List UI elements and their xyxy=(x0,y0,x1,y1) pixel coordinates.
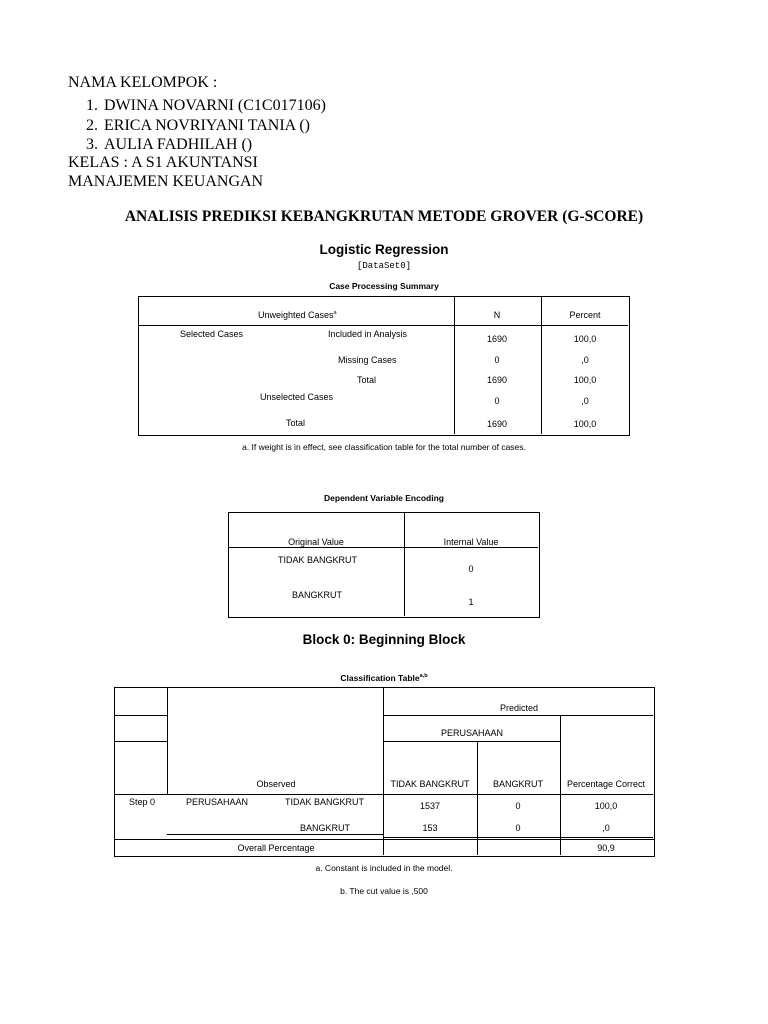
row1-percent-value: 100,0 xyxy=(594,801,618,811)
overall-percentage-value: 90,9 xyxy=(597,843,615,853)
included-label: Included in Analysis xyxy=(328,329,408,339)
percent-header: Percent xyxy=(569,310,601,320)
row2-tidak-value: 153 xyxy=(422,823,438,833)
unweighted-cases-header: Unweighted Cases$^a$ xyxy=(258,310,337,320)
main-title: ANALISIS PREDIKSI KEBANGKRUTAN METODE GROVER (G-SCORE) xyxy=(124,208,644,225)
classification-table xyxy=(114,687,655,857)
missing-n: 0 xyxy=(494,355,500,365)
row1-bangkrut-value: 0 xyxy=(515,801,521,811)
row2-percent-value: ,0 xyxy=(602,823,610,833)
observed-header: Observed xyxy=(256,779,296,789)
row1-tidak-value: 1537 xyxy=(419,801,441,811)
member-name: DWINA NOVARNI (C1C017106) xyxy=(104,97,326,114)
row2-label: BANGKRUT xyxy=(300,823,351,833)
original-value-header: Original Value xyxy=(288,537,344,547)
encoding-row1-label: TIDAK BANGKRUT xyxy=(278,555,358,565)
encoding-row2-value: 1 xyxy=(468,597,474,607)
internal-value-header: Internal Value xyxy=(443,537,499,547)
bangkrut-header: BANGKRUT xyxy=(492,779,544,789)
grand-total-n: 1690 xyxy=(486,419,508,429)
case-processing-footnote: a. If weight is in effect, see classification table for the total number of cases. xyxy=(242,442,526,452)
class-line: KELAS : A S1 AKUNTANSI xyxy=(68,154,258,171)
overall-percentage-label: Overall Percentage xyxy=(237,843,315,853)
percentage-correct-header: Percentage Correct xyxy=(566,779,646,789)
member-number: 1. xyxy=(86,97,98,114)
group-label: NAMA KELOMPOK : xyxy=(68,74,218,91)
perusahaan-header: PERUSAHAAN xyxy=(440,728,504,738)
included-n: 1690 xyxy=(486,334,508,344)
selected-cases-label: Selected Cases xyxy=(180,329,244,339)
total-n: 1690 xyxy=(486,375,508,385)
course-line: MANAJEMEN KEUANGAN xyxy=(68,173,264,190)
missing-label: Missing Cases xyxy=(338,355,397,365)
member-number: 3. xyxy=(86,136,98,153)
classification-note-b: b. The cut value is ,500 xyxy=(340,886,428,896)
encoding-row2-label: BANGKRUT xyxy=(292,590,343,600)
grand-total-label: Total xyxy=(286,418,306,428)
n-header: N xyxy=(493,310,501,320)
unselected-percent: ,0 xyxy=(581,396,589,406)
unselected-n: 0 xyxy=(494,396,500,406)
row1-label: TIDAK BANGKRUT xyxy=(285,797,365,807)
step-label: Step 0 xyxy=(129,797,156,807)
encoding-table xyxy=(228,512,540,618)
case-processing-table xyxy=(138,296,630,436)
block0-title: Block 0: Beginning Block xyxy=(302,632,466,647)
dataset-label: [DataSet0] xyxy=(356,261,411,271)
member-name: ERICA NOVRIYANI TANIA () xyxy=(104,117,310,134)
case-processing-title: Case Processing Summary xyxy=(329,281,439,291)
member-name: AULIA FADHILAH () xyxy=(104,136,253,153)
encoding-title: Dependent Variable Encoding xyxy=(324,493,444,503)
total-percent: 100,0 xyxy=(573,375,597,385)
missing-percent: ,0 xyxy=(581,355,589,365)
total-label: Total xyxy=(357,375,377,385)
unselected-label: Unselected Cases xyxy=(260,392,334,402)
tidak-bangkrut-header: TIDAK BANGKRUT xyxy=(390,779,470,789)
encoding-row1-value: 0 xyxy=(468,564,474,574)
logistic-regression-title: Logistic Regression xyxy=(319,242,449,257)
row-variable-label: PERUSAHAAN xyxy=(186,797,249,807)
included-percent: 100,0 xyxy=(573,334,597,344)
classification-note-a: a. Constant is included in the model. xyxy=(315,863,453,873)
grand-total-percent: 100,0 xyxy=(573,419,597,429)
predicted-header: Predicted xyxy=(499,703,539,713)
classification-title: Classification Table$^{a,b}$ xyxy=(340,673,428,683)
row2-bangkrut-value: 0 xyxy=(515,823,521,833)
member-number: 2. xyxy=(86,117,98,134)
